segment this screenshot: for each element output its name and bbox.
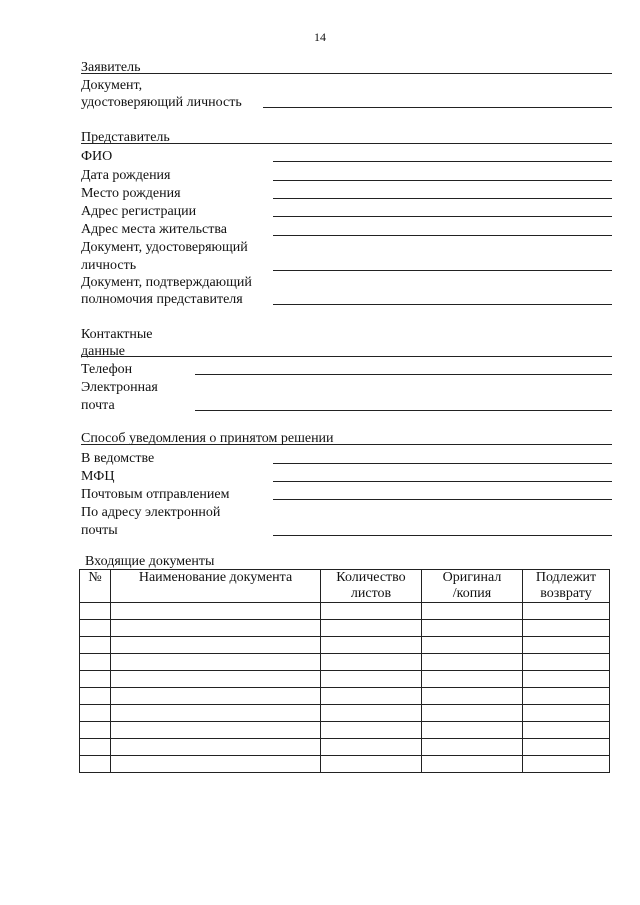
notify-email-label: По адресу электронной bbox=[81, 505, 221, 520]
notify-agency-field[interactable] bbox=[273, 463, 612, 464]
table-cell[interactable] bbox=[80, 688, 111, 705]
table-cell[interactable] bbox=[111, 620, 321, 637]
table-cell[interactable] bbox=[523, 756, 610, 773]
table-cell[interactable] bbox=[422, 739, 523, 756]
phone-label: Телефон bbox=[81, 362, 133, 377]
rep-fio-field[interactable] bbox=[273, 161, 612, 162]
table-row bbox=[80, 654, 610, 671]
notification-heading-line bbox=[81, 444, 612, 445]
table-cell[interactable] bbox=[111, 739, 321, 756]
table-row bbox=[80, 722, 610, 739]
table-cell[interactable] bbox=[80, 671, 111, 688]
table-cell[interactable] bbox=[80, 756, 111, 773]
rep-fio-label: ФИО bbox=[81, 149, 113, 164]
notify-post-field[interactable] bbox=[273, 499, 612, 500]
table-cell[interactable] bbox=[111, 671, 321, 688]
table-cell[interactable] bbox=[321, 688, 422, 705]
table-cell[interactable] bbox=[80, 705, 111, 722]
contacts-heading: Контактные bbox=[81, 327, 153, 342]
rep-birth-place-label: Место рождения bbox=[81, 186, 181, 201]
contacts-heading-line bbox=[81, 356, 612, 357]
table-cell[interactable] bbox=[80, 654, 111, 671]
table-cell[interactable] bbox=[80, 739, 111, 756]
table-cell[interactable] bbox=[80, 722, 111, 739]
table-cell[interactable] bbox=[321, 722, 422, 739]
table-cell[interactable] bbox=[321, 756, 422, 773]
table-cell[interactable] bbox=[422, 705, 523, 722]
notify-agency-label: В ведомстве bbox=[81, 451, 155, 466]
table-row bbox=[80, 620, 610, 637]
table-cell[interactable] bbox=[321, 654, 422, 671]
table-cell[interactable] bbox=[321, 739, 422, 756]
table-cell[interactable] bbox=[523, 620, 610, 637]
rep-reg-address-field[interactable] bbox=[273, 216, 612, 217]
col-header-number: № bbox=[80, 570, 111, 603]
table-cell[interactable] bbox=[111, 688, 321, 705]
table-cell[interactable] bbox=[422, 756, 523, 773]
contacts-heading: данные bbox=[81, 344, 125, 359]
col-header-sheet-count: Количество листов bbox=[321, 570, 422, 603]
applicant-doc-field[interactable] bbox=[263, 107, 612, 108]
rep-authority-doc-label: Документ, подтверждающий bbox=[81, 275, 252, 290]
rep-residence-label: Адрес места жительства bbox=[81, 222, 227, 237]
table-header-row bbox=[80, 570, 610, 603]
table-cell[interactable] bbox=[422, 654, 523, 671]
table-cell[interactable] bbox=[111, 705, 321, 722]
table-cell[interactable] bbox=[80, 620, 111, 637]
email-label: Электронная bbox=[81, 380, 158, 395]
table-cell[interactable] bbox=[321, 620, 422, 637]
table-cell[interactable] bbox=[422, 620, 523, 637]
applicant-heading-line bbox=[81, 73, 612, 74]
table-cell[interactable] bbox=[422, 722, 523, 739]
table-cell[interactable] bbox=[111, 603, 321, 620]
table-row bbox=[80, 671, 610, 688]
table-cell[interactable] bbox=[523, 654, 610, 671]
table-cell[interactable] bbox=[321, 671, 422, 688]
page-number: 14 bbox=[314, 30, 326, 44]
table-row bbox=[80, 705, 610, 722]
col-header-return: Подлежит возврату bbox=[523, 570, 610, 603]
rep-birth-date-label: Дата рождения bbox=[81, 168, 171, 183]
table-cell[interactable] bbox=[422, 688, 523, 705]
representative-heading-line bbox=[81, 143, 612, 144]
incoming-docs-table bbox=[79, 569, 610, 773]
rep-id-doc-label: Документ, удостоверяющий bbox=[81, 240, 248, 255]
table-cell[interactable] bbox=[422, 671, 523, 688]
rep-id-doc-label: личность bbox=[81, 258, 137, 273]
applicant-doc-label: удостоверяющий личность bbox=[81, 95, 242, 110]
table-cell[interactable] bbox=[80, 637, 111, 654]
rep-residence-field[interactable] bbox=[273, 235, 612, 236]
table-cell[interactable] bbox=[523, 671, 610, 688]
rep-authority-doc-field[interactable] bbox=[273, 304, 612, 305]
notify-email-field[interactable] bbox=[273, 535, 612, 536]
table-row bbox=[80, 739, 610, 756]
table-row bbox=[80, 603, 610, 620]
notification-heading: Способ уведомления о принятом решении bbox=[81, 431, 334, 446]
table-body bbox=[80, 603, 610, 773]
table-cell[interactable] bbox=[111, 637, 321, 654]
table-cell[interactable] bbox=[321, 705, 422, 722]
notify-mfc-field[interactable] bbox=[273, 481, 612, 482]
rep-birth-date-field[interactable] bbox=[273, 180, 612, 181]
rep-id-doc-field[interactable] bbox=[273, 270, 612, 271]
table-cell[interactable] bbox=[111, 654, 321, 671]
table-cell[interactable] bbox=[111, 756, 321, 773]
table-row bbox=[80, 688, 610, 705]
rep-authority-doc-label: полномочия представителя bbox=[81, 292, 243, 307]
table-row bbox=[80, 637, 610, 654]
notify-mfc-label: МФЦ bbox=[81, 469, 115, 484]
applicant-doc-label: Документ, bbox=[81, 78, 143, 93]
email-field[interactable] bbox=[195, 410, 612, 411]
applicant-heading: Заявитель bbox=[81, 60, 141, 75]
col-header-original-copy: Оригинал /копия bbox=[422, 570, 523, 603]
table-cell[interactable] bbox=[80, 603, 111, 620]
rep-birth-place-field[interactable] bbox=[273, 198, 612, 199]
table-cell[interactable] bbox=[523, 688, 610, 705]
table-cell[interactable] bbox=[321, 603, 422, 620]
table-cell[interactable] bbox=[523, 722, 610, 739]
table-cell[interactable] bbox=[321, 637, 422, 654]
table-cell[interactable] bbox=[111, 722, 321, 739]
phone-field[interactable] bbox=[195, 374, 612, 375]
table-cell[interactable] bbox=[422, 603, 523, 620]
representative-heading: Представитель bbox=[81, 130, 170, 145]
table-row bbox=[80, 756, 610, 773]
notify-post-label: Почтовым отправлением bbox=[81, 487, 230, 502]
incoming-docs-heading: Входящие документы bbox=[85, 554, 215, 569]
col-header-doc-name: Наименование документа bbox=[111, 570, 321, 603]
table-cell[interactable] bbox=[523, 705, 610, 722]
table-cell[interactable] bbox=[523, 603, 610, 620]
rep-reg-address-label: Адрес регистрации bbox=[81, 204, 197, 219]
table-cell[interactable] bbox=[523, 637, 610, 654]
email-label: почта bbox=[81, 398, 115, 413]
table-cell[interactable] bbox=[523, 739, 610, 756]
notify-email-label: почты bbox=[81, 523, 118, 538]
table-cell[interactable] bbox=[422, 637, 523, 654]
